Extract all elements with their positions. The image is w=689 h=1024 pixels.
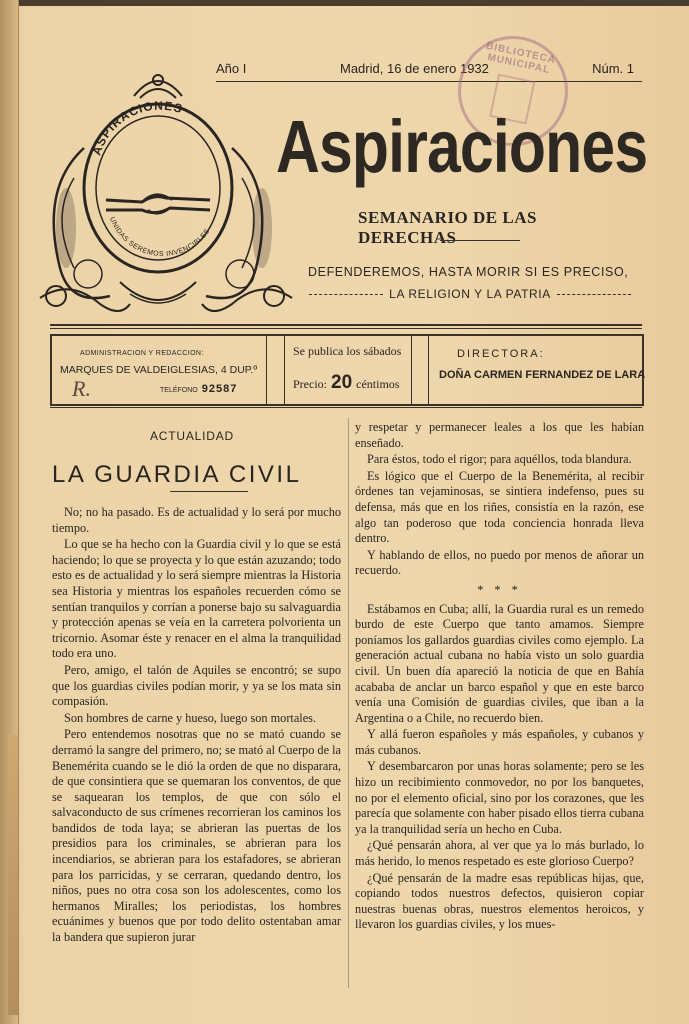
scan-top-edge xyxy=(0,0,689,6)
aspiraciones-emblem xyxy=(30,68,300,324)
newspaper-subtitle: SEMANARIO DE LAS DERECHAS xyxy=(358,208,537,247)
phone-number: 92587 xyxy=(201,383,238,395)
price-unit: céntimos xyxy=(356,377,400,391)
director-cell xyxy=(428,336,646,404)
paragraph: ¿Qué pensarán ahora, al ver que ya lo más burlado, lo más herido, lo menos respetado es este glorioso Cuerpo? xyxy=(355,838,644,869)
paper-crease xyxy=(8,735,18,1015)
header-rule-top xyxy=(50,324,642,326)
section-label: ACTUALIDAD xyxy=(150,429,235,443)
emblem-top-text: ASPIRACIONES xyxy=(89,98,185,157)
header-rule-bottom xyxy=(50,407,642,408)
article-column-2 xyxy=(355,420,644,933)
paragraph: No; no ha pasado. Es de actualidad y lo será por mucho tiempo. xyxy=(52,505,341,535)
issue-year: Año I xyxy=(216,61,247,76)
director-name: DOÑA CARMEN FERNANDEZ DE LARA xyxy=(439,369,646,381)
article-column-1 xyxy=(52,505,341,946)
motto-line-1: DEFENDEREMOS, HASTA MORIR SI ES PRECISO, xyxy=(308,265,629,279)
handwritten-mark: R. xyxy=(72,376,91,401)
paragraph: Lo que se ha hecho con la Guardia civil y lo que se está haciendo; lo que se proyecta y lo que están azuzando; todo esto es de actualidad y lo será siempre mientras la Historia sea Historia y mientras los españoles recuerden cómo se sentían tranquilos y corrían a ponerse bajo su salvaguardia y protección apenas se veía en la carretera polvorienta un tricornio. Asomar éste y renacer en el alma la tranquilidad todo era uno. xyxy=(52,537,341,661)
price xyxy=(293,372,399,394)
emblem-bottom-text: UNIDAS SEREMOS INVENCIBLES xyxy=(108,216,212,258)
header-rule-top-thin xyxy=(50,328,642,329)
motto-rule-right xyxy=(557,294,631,295)
admin-cell xyxy=(52,336,267,404)
headline-rule xyxy=(170,491,248,492)
svg-text:UNIDAS SEREMOS INVENCIBLES xyxy=(108,216,211,258)
article-headline: LA GUARDIA CIVIL xyxy=(52,461,302,488)
admin-label: ADMINISTRACION Y REDACCION: xyxy=(80,350,204,357)
phone-label: TELÉFONO xyxy=(160,387,198,394)
paragraph: Es lógico que el Cuerpo de la Benemérita, al recibir órdenes tan vejaminosas, se sintiera indefenso, pues su defensa, más que en los riñes, consistía en la razón, ese algo tan poderoso que toda conciencia honrada lleva dentro. xyxy=(355,468,644,546)
motto-line-2: LA RELIGION Y LA PATRIA xyxy=(389,287,551,301)
info-box xyxy=(50,334,644,406)
motto-line-2-wrap xyxy=(300,287,640,301)
publication-day: Se publica los sábados xyxy=(293,344,402,358)
newspaper-title: Aspiraciones xyxy=(276,105,648,188)
paragraph: Y hablando de ellos, no puedo por menos de añorar un recuerdo. xyxy=(355,547,644,578)
paragraph: Pero entendemos nosotras que no se mató cuando se derramó la sangre del primero, no; se mató al Cuerpo de la Benemérita cuando se le dió la orden de que no disparara, de que consintiera que se quemaran los conventos, de que se saquearan los templos, de que con sólo el salvaconducto de sus crímenes recorrieran los caminos los bandidos de toda laya; se abrieran las puertas de los presidios para los criminales, se abrieran para los incendiarios, se abrieran para los estafadores, se abrieran para los parricidas, y se cerraran, quedando dentro, los niños, pues no otra cosa son los adolescentes, como los hermanos Miralles; los periodistas, los hombres ecuánimes y buenos que por todo delito ostentaban amar la bandera que supieron jurar xyxy=(52,727,341,945)
paragraph: Estábamos en Cuba; allí, la Guardia rural es un remedo burdo de este Cuerpo que tanto amamos. Siempre poníamos los gallardos guardias civiles como ejemplo. La generación actual cubana no había visto un solo guardia civil. Un buen día apareció la noticia de que en Bahía acababa de anclar un barco español y que en este barco venía una Comisión de guardias civiles, que iban a la Argentina o a Chile, no recuerdo bien. xyxy=(355,601,644,725)
paragraph: Para éstos, todo el rigor; para aquéllos, toda blandura. xyxy=(367,452,632,467)
paragraph: Y allá fueron españoles y más españoles, y cubanos y más cubanos. xyxy=(355,727,644,757)
issue-date: Madrid, 16 de enero 1932 xyxy=(340,61,489,76)
paragraph: Pero, amigo, el talón de Aquiles se encontró; se supo que los guardias civiles podían morir, y ya se los mata sin compasión. xyxy=(52,662,341,709)
subtitle-rule xyxy=(440,240,520,241)
price-cell xyxy=(284,336,412,404)
motto-rule-left xyxy=(309,294,383,295)
admin-address: MARQUES DE VALDEIGLESIAS, 4 DUP.º xyxy=(60,364,258,376)
admin-phone xyxy=(160,383,237,395)
column-divider xyxy=(348,418,349,988)
paragraph: y respetar y permanecer leales a los que les habían enseñado. xyxy=(355,420,644,450)
price-label: Precio: xyxy=(293,377,327,391)
issue-number: Núm. 1 xyxy=(592,61,634,76)
svg-text:ASPIRACIONES xyxy=(89,99,184,157)
price-value: 20 xyxy=(331,372,353,393)
paragraph: Son hombres de carne y hueso, luego son mortales. xyxy=(64,710,317,725)
paragraph: Y desembarcaron por unas horas solamente; pero se les hizo un recibimiento conmovedor, no por los banquetes, no por el elemento oficial, sino por los corazones, que les parecía que solamente con haber pisado ellos tierra cubana ya la tranquilidad sería un hecho en Cuba. xyxy=(355,759,644,836)
stamp-text: BIBLIOTECA MUNICIPAL xyxy=(485,40,557,77)
section-separator: * * * xyxy=(477,582,522,597)
paragraph: ¿Qué pensarán de la madre esas repúblicas hijas, que, copiando todos nuestros defectos, quisieron copiar nuestras buenas obras, nuestros elementos heroicos, y llevaron los guardias civiles, y los mues- xyxy=(355,870,644,932)
director-label: DIRECTORA: xyxy=(457,348,545,360)
